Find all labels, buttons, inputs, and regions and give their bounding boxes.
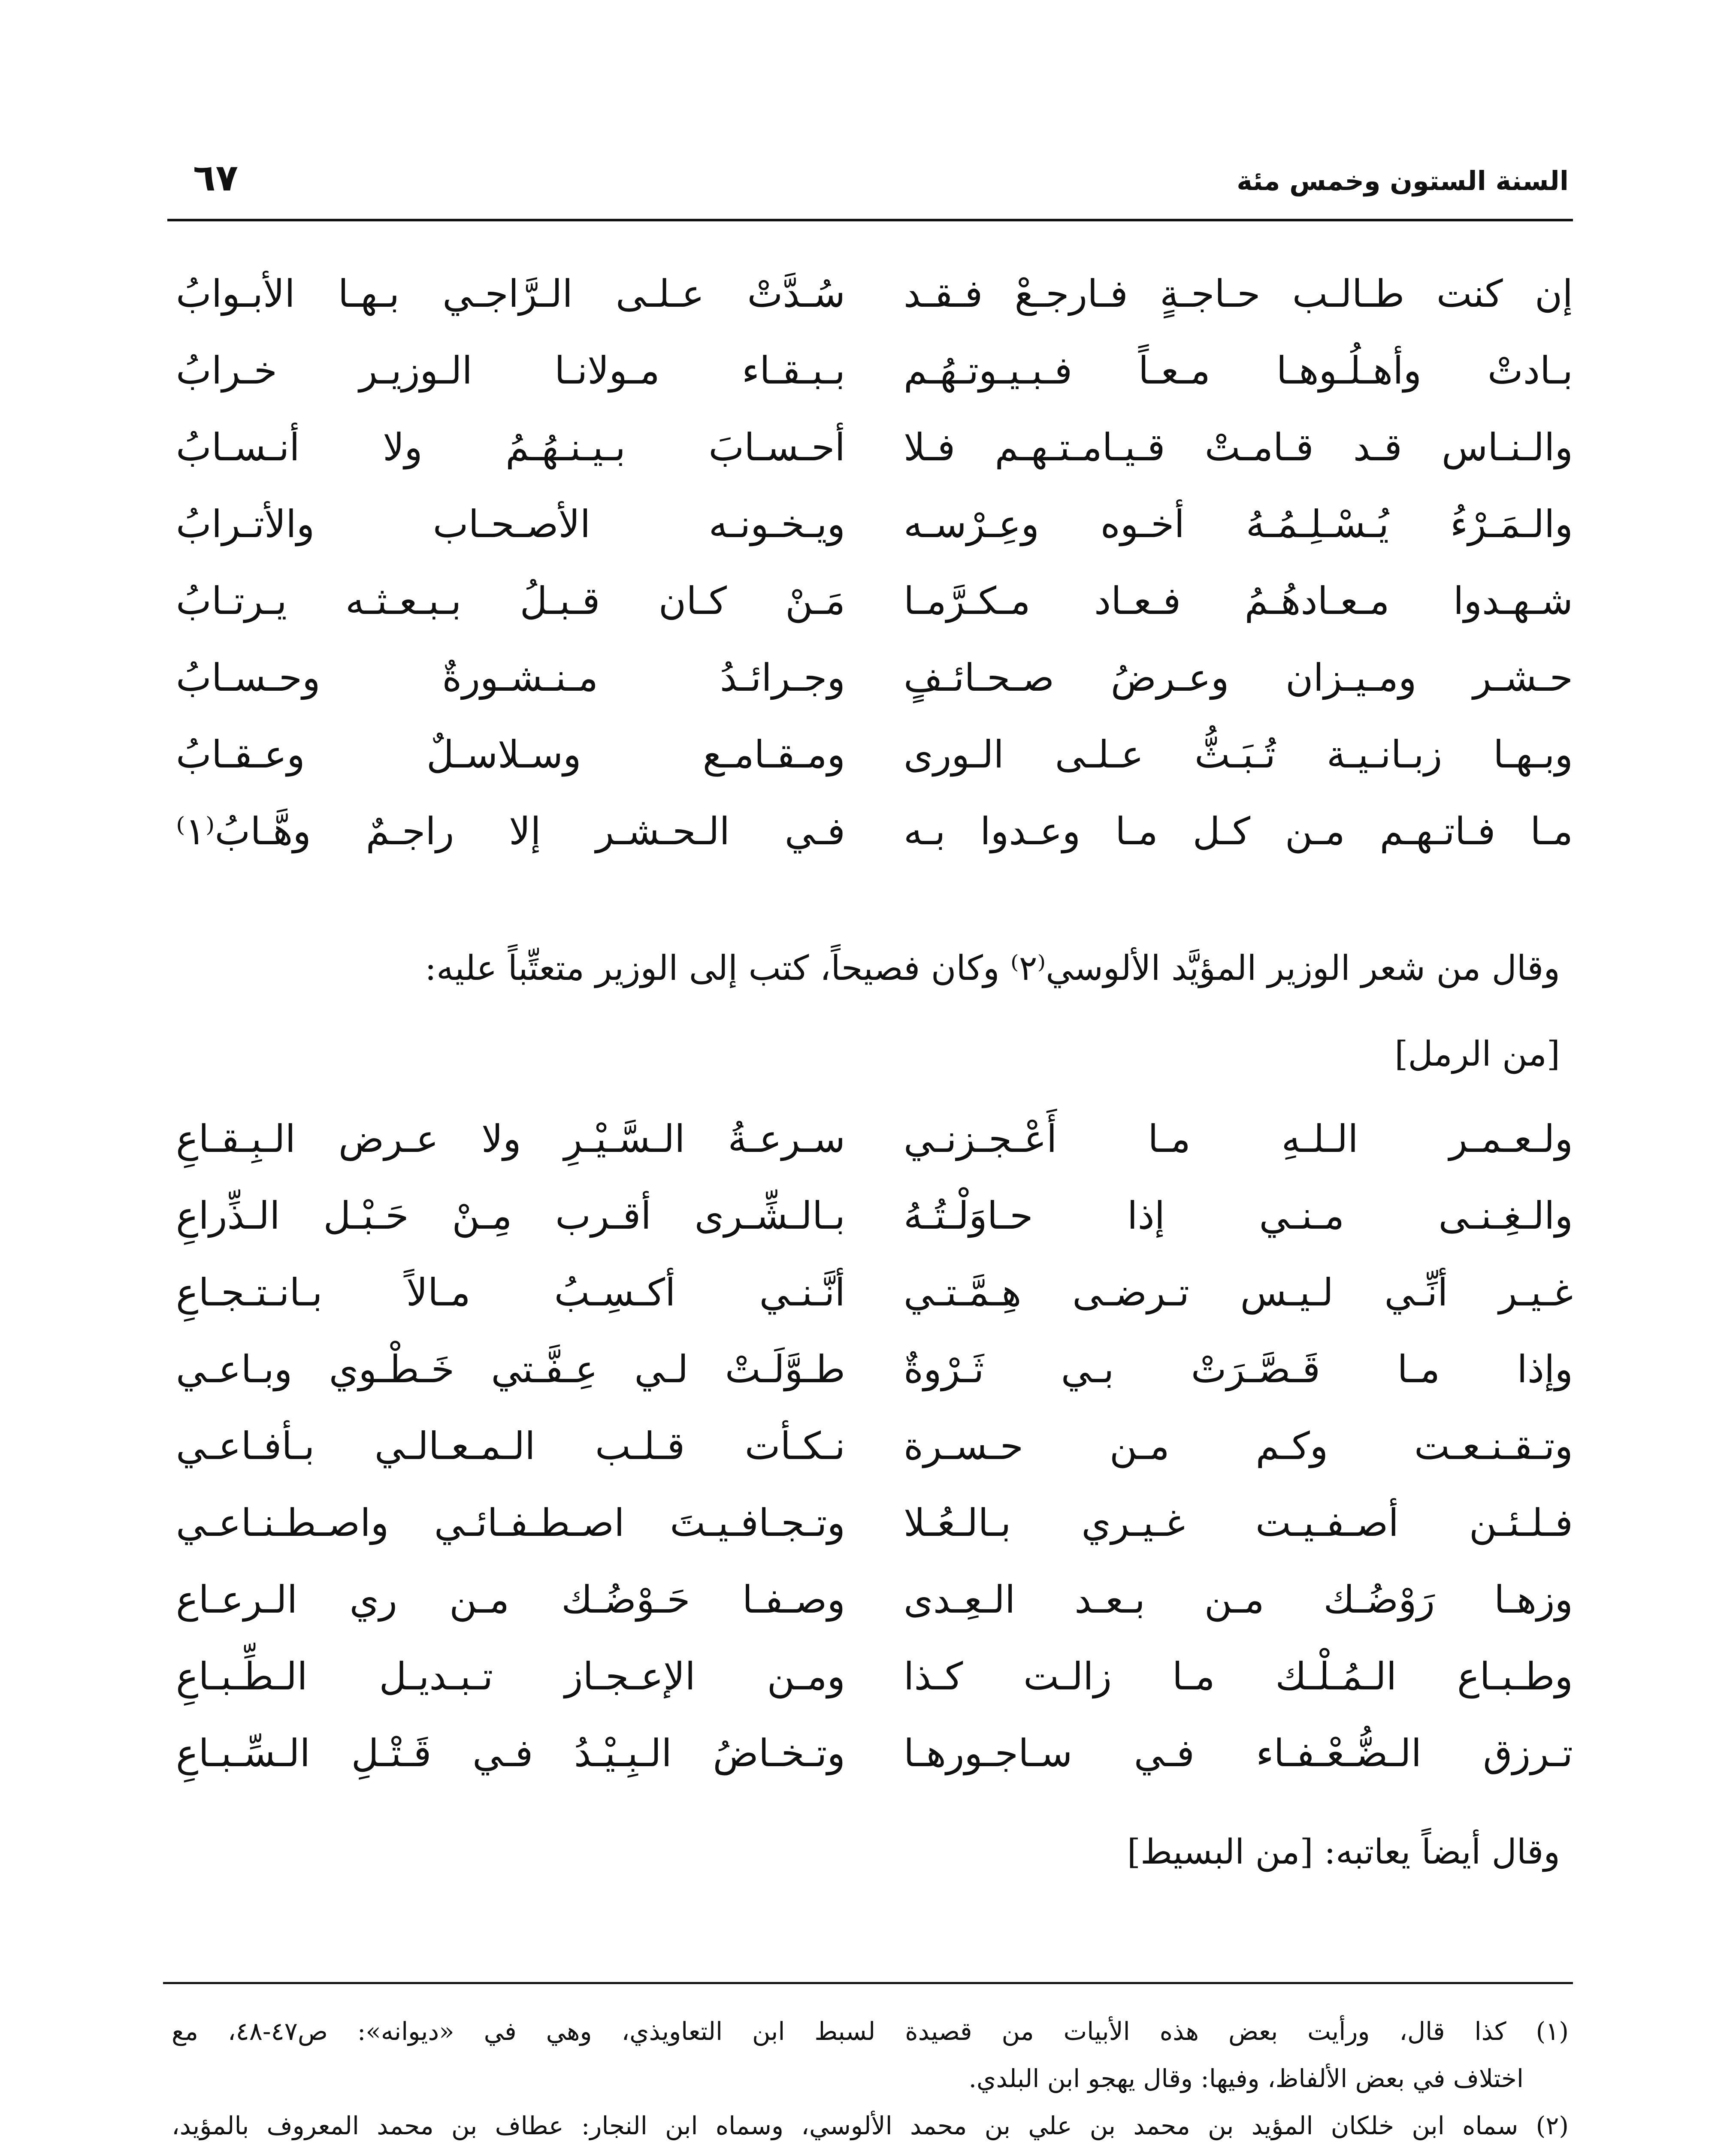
second-hemistich: أنَّـنـي أكـسِـبُ مـالاً بـانـتـجـاعِ (176, 1270, 845, 1314)
footnotes (172, 2008, 1569, 2145)
first-hemistich: شـهـدوا مـعـادهُـمُ فـعـاد مـكـرَّمـا (904, 579, 1573, 623)
meter-label: [من الرمل] (1394, 1034, 1560, 1074)
verse (176, 1265, 1573, 1341)
verse (176, 1188, 1573, 1265)
second-hemistich: ومـن الإعـجـاز تـبـديـل الـطِّـبـاعِ (176, 1654, 845, 1698)
first-hemistich: إن كنت طـالـب حـاجـةٍ فـارجـعْ فـقـد (904, 272, 1573, 316)
poem-2 (176, 1111, 1573, 1802)
verse (176, 1111, 1573, 1188)
first-hemistich: غـيـر أنِّـي لـيـس تـرضـى هِـمَّـتـي (904, 1270, 1573, 1314)
second-hemistich: سـرعـةُ الـسَّـيْـرِ ولا عـرض الـبِـقـاعِ (176, 1117, 845, 1161)
poem-2-introduction: وقال من شعر الوزير المؤيَّد الألوسي⁽٢⁾ وكان فصيحاً، كتب إلى الوزير متعتِّباً عليه: (425, 948, 1560, 988)
verse (176, 1495, 1573, 1572)
verse (176, 573, 1573, 650)
first-hemistich: والـمَـرْءُ يُـسْـلِـمُـهُ أخـوه وعِـرْسـه (904, 502, 1573, 546)
first-hemistich: والـغِـنـى مـنـي إذا حـاوَلْـتُـهُ (904, 1193, 1573, 1238)
second-hemistich: سُـدَّتْ عـلـى الـرَّاجـي بـهـا الأبـوابُ (176, 272, 845, 316)
verse (176, 1649, 1573, 1725)
poem-3-introduction: وقال أيضاً يعاتبه: [من البسيط] (1127, 1832, 1560, 1872)
first-hemistich: ولـعـمـر الـلـهِ مـا أَعْـجـزنـي (904, 1117, 1573, 1161)
second-hemistich: فـي الـحـشـر إلا راجـمٌ وهَّـابُ⁽١⁾ (176, 809, 845, 853)
verse (176, 727, 1573, 804)
second-hemistich: ومـقـامـع وسـلاسـلٌ وعـقـابُ (176, 732, 845, 776)
verse (176, 266, 1573, 343)
first-hemistich: تـرزق الـضُّـعْـفـاء فـي سـاجـورهـا (904, 1731, 1573, 1775)
first-hemistich: حـشـر ومـيـزان وعـرضُ صـحـائـفٍ (904, 656, 1573, 700)
first-hemistich: وتـقـنـعـت وكـم مـن حـسـرة (904, 1424, 1573, 1468)
first-hemistich: وطـبـاع الـمُـلْـك مـا زالـت كـذا (904, 1654, 1573, 1698)
first-hemistich: وبـهـا زبـانـيـة تُـبَـثُّ عـلـى الـورى (904, 732, 1573, 776)
footnote-line: (١) كذا قال، ورأيت بعض هذه الأبيات من قصيدة لسبط ابن التعاويذي، وهي في «ديوانه»: ص٤٧-٤٨، مع (172, 2017, 1569, 2046)
verse (176, 496, 1573, 573)
second-hemistich: ويـخـونـه الأصـحـاب والأتـرابُ (176, 502, 845, 546)
first-hemistich: مـا فـاتـهـم مـن كـل مـا وعـدوا بـه (904, 809, 1573, 853)
verse (176, 1418, 1573, 1495)
first-hemistich: والـنـاس قـد قـامـتْ قـيـامـتـهـم فـلا (904, 425, 1573, 469)
verse (176, 420, 1573, 496)
verse (176, 1341, 1573, 1418)
second-hemistich: وجـرائـدُ مـنـشـورةٌ وحـسـابُ (176, 656, 845, 700)
verse (176, 650, 1573, 727)
page-number: ٦٧ (193, 157, 238, 199)
footnote-line: (٢) سماه ابن خلكان المؤيد بن محمد بن علي بن محمد الألوسي، وسماه ابن النجار: عطاف بن محمد المعروف بالمؤيد، (172, 2111, 1569, 2140)
verse (176, 1725, 1573, 1802)
second-hemistich: وتـجـافـيـتَ اصـطـفـائـي واصـطـنـاعـي (176, 1501, 845, 1545)
verse (176, 1572, 1573, 1649)
footnote-line: اختلاف في بعض الألفاظ، وفيها: وقال يهجو ابن البلدي. (968, 2064, 1524, 2093)
second-hemistich: نـكـأت قـلـب الـمـعـالـي بـأفـاعـي (176, 1424, 845, 1468)
second-hemistich: وتـخـاضُ الـبِـيْـدُ فـي قَـتْـلِ الـسِّـبـاعِ (176, 1731, 845, 1775)
header-rule (167, 219, 1573, 221)
second-hemistich: مَـنْ كـان قـبـلُ بـبـعـثـه يـرتـابُ (176, 579, 845, 623)
second-hemistich: بـالـشِّـرى أقـرب مِـنْ حَـبْـل الـذِّراعِ (176, 1193, 845, 1238)
second-hemistich: وصـفـا حَـوْضُـك مـن ري الـرعـاع (176, 1577, 845, 1622)
footnote-rule (163, 1982, 1573, 1984)
verse (176, 343, 1573, 420)
verse (176, 804, 1573, 880)
first-hemistich: وإذا مـا قَـصَّـرَتْ بـي ثَـرْوةٌ (904, 1347, 1573, 1391)
first-hemistich: وزهـا رَوْضُـك مـن بـعـد الـعِـدى (904, 1577, 1573, 1622)
poem-1 (176, 266, 1573, 880)
first-hemistich: بـادتْ وأهـلُـوهـا مـعـاً فـبـيـوتـهُـم (904, 348, 1573, 393)
first-hemistich: فـلـئـن أصـفـيـت غـيـري بـالـعُـلا (904, 1501, 1573, 1545)
second-hemistich: أحـسـابَ بـيـنـهُـمُ ولا أنـسـابُ (176, 425, 845, 469)
second-hemistich: طـوَّلَـتْ لـي عِـفَّـتي خَـطْـوي وبـاعـي (176, 1347, 845, 1391)
second-hemistich: بـبـقـاء مـولانـا الـوزيـر خـرابُ (176, 348, 845, 393)
running-head: السنة الستون وخمس مئة (1237, 165, 1569, 196)
